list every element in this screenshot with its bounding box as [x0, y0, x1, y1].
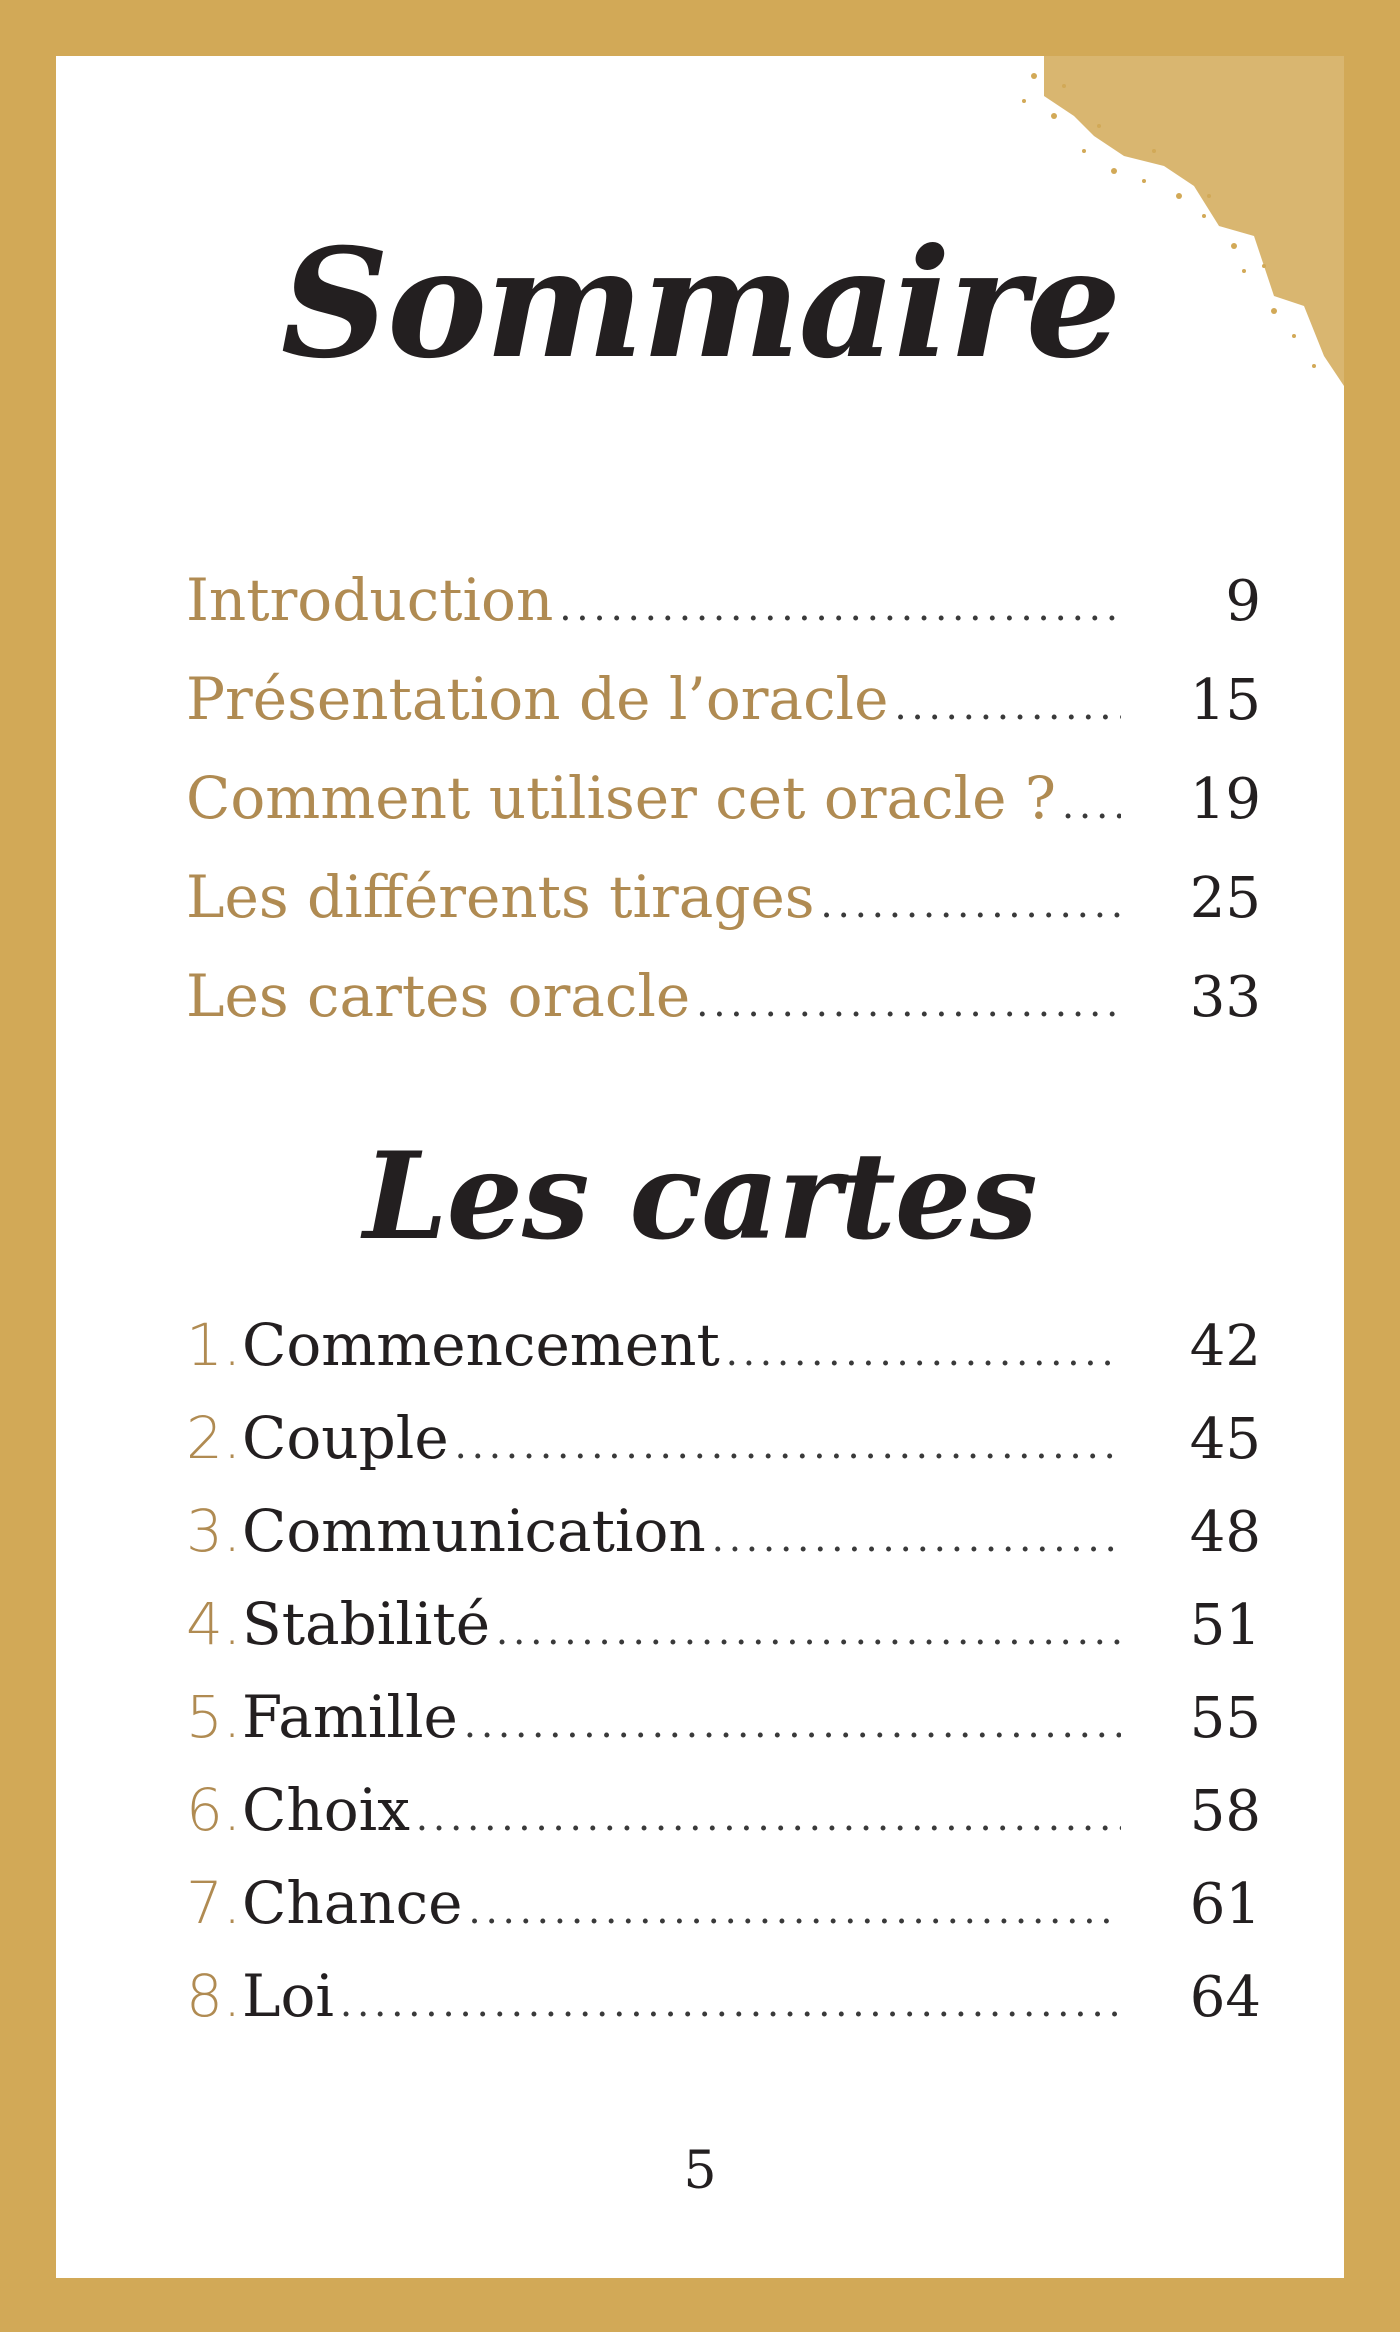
card-label: Couple: [242, 1404, 449, 1472]
list-item[interactable]: [186, 863, 1261, 962]
card-number: 7.: [186, 1869, 242, 1937]
list-item[interactable]: [186, 566, 1261, 665]
dot-leader: [496, 1609, 1121, 1653]
page-number: 55: [1189, 1686, 1261, 1751]
card-label: Choix: [242, 1776, 410, 1844]
card-number: 5.: [186, 1683, 242, 1751]
dot-leader: [726, 1330, 1121, 1374]
dot-leader: [468, 1888, 1121, 1932]
page-number: 48: [1189, 1500, 1261, 1565]
folio-page-number: 5: [683, 2141, 717, 2201]
dot-leader: [1062, 783, 1121, 827]
dot-leader: [894, 684, 1121, 728]
list-item[interactable]: [186, 1683, 1261, 1776]
section-label: Les différents tirages: [186, 863, 815, 931]
page-number: 64: [1189, 1965, 1261, 2030]
dot-leader: [455, 1423, 1121, 1467]
list-item[interactable]: [186, 764, 1261, 863]
sections-list: [186, 566, 1261, 1061]
page-title: Sommaire: [280, 216, 1120, 392]
dot-leader: [712, 1516, 1121, 1560]
page-number: 61: [1189, 1872, 1261, 1937]
list-item[interactable]: [186, 962, 1261, 1061]
page-number: 25: [1189, 866, 1261, 931]
card-number: 6.: [186, 1776, 242, 1844]
dot-leader: [464, 1702, 1121, 1746]
card-label: Commencement: [242, 1311, 720, 1379]
card-label: Famille: [242, 1683, 458, 1751]
page-number: 19: [1189, 767, 1261, 832]
section-label: Présentation de l’oracle: [186, 665, 889, 733]
section-label: Les cartes oracle: [186, 962, 691, 1030]
page-number: 33: [1189, 965, 1261, 1030]
cards-list: [186, 1311, 1261, 2055]
card-number: 2.: [186, 1404, 242, 1472]
card-label: Loi: [242, 1962, 334, 2030]
section-label: Comment utiliser cet oracle ?: [186, 764, 1056, 832]
dot-leader: [340, 1981, 1121, 2025]
card-number: 3.: [186, 1497, 242, 1565]
dot-leader: [696, 981, 1121, 1025]
card-label: Stabilité: [242, 1590, 491, 1658]
list-item[interactable]: [186, 1869, 1261, 1962]
page: [56, 56, 1344, 2278]
list-item[interactable]: [186, 1311, 1261, 1404]
page-number: 15: [1189, 668, 1261, 733]
list-item[interactable]: [186, 1404, 1261, 1497]
dot-leader: [559, 585, 1121, 629]
list-item[interactable]: [186, 1497, 1261, 1590]
page-number: 9: [1225, 569, 1261, 634]
page-number: 45: [1189, 1407, 1261, 1472]
list-item[interactable]: [186, 1590, 1261, 1683]
list-item[interactable]: [186, 1962, 1261, 2055]
card-label: Communication: [242, 1497, 706, 1565]
page-number: 58: [1189, 1779, 1261, 1844]
section-label: Introduction: [186, 566, 554, 634]
card-number: 1.: [186, 1311, 242, 1379]
page-number: 42: [1189, 1314, 1261, 1379]
card-number: 8.: [186, 1962, 242, 2030]
card-number: 4.: [186, 1590, 242, 1658]
list-item[interactable]: [186, 665, 1261, 764]
list-item[interactable]: [186, 1776, 1261, 1869]
card-label: Chance: [242, 1869, 463, 1937]
page-number: 51: [1189, 1593, 1261, 1658]
dot-leader: [821, 882, 1121, 926]
cards-heading: Les cartes: [363, 1126, 1037, 1267]
dot-leader: [416, 1795, 1121, 1839]
